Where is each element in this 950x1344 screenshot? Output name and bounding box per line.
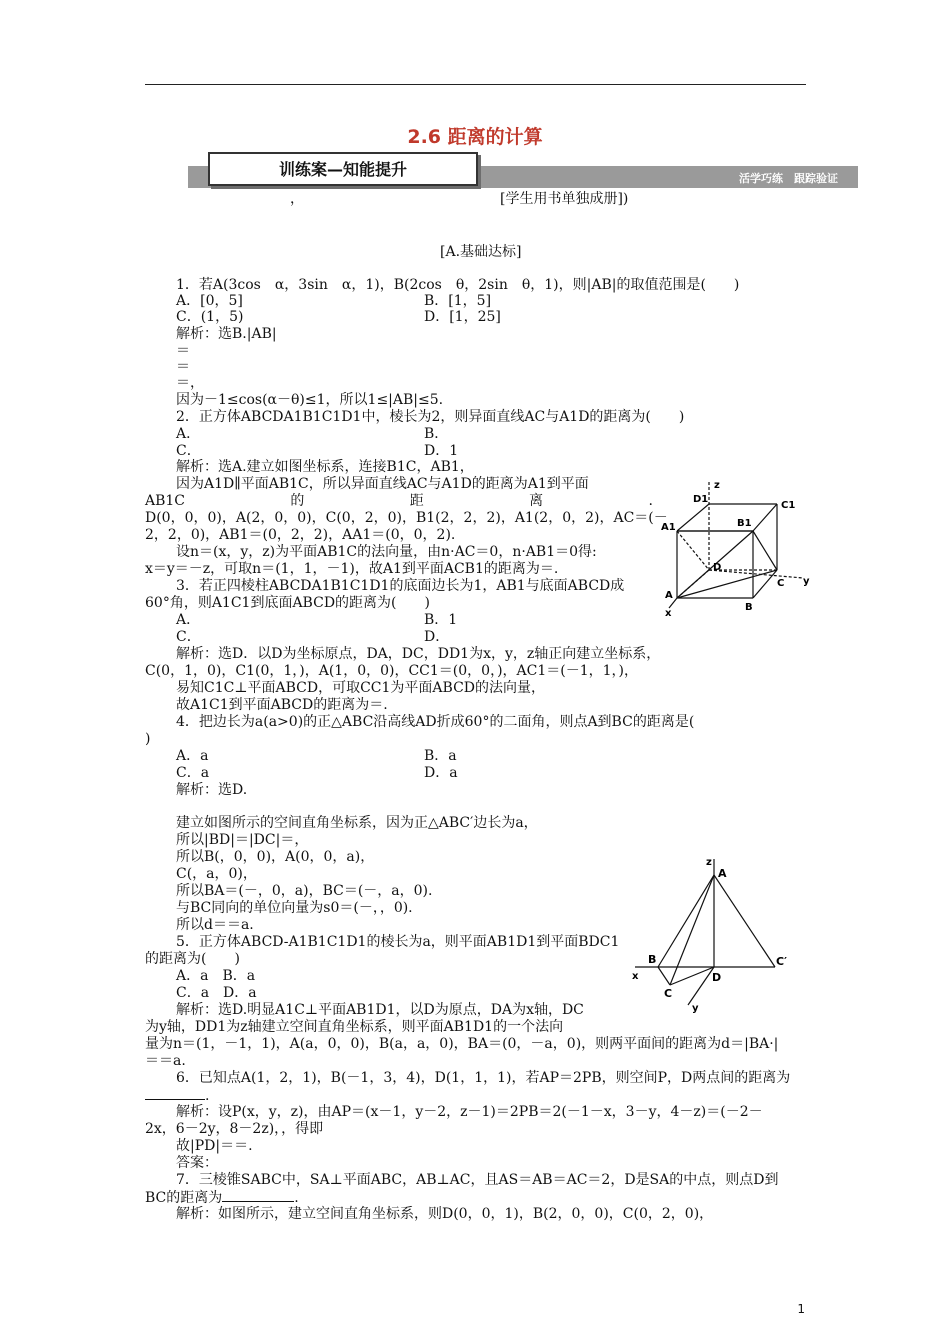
q7-solution: 解析：如图所示，建立空间直角坐标系，则D(0，0，1)，B(2，0，0)，C(0，2，0)， [176,1206,714,1222]
q3-line1: C(0，1，0)，C1(0，1，)，A(1，0，0)，CC1＝(0，0，)，AC1＝(－1，1，)， [145,663,639,679]
q1-option-a: A．[0，5] [176,293,243,309]
q1-eq1: ＝ [176,343,190,359]
q4-solution: 解析：选D. [176,782,248,798]
q4-line3: 所以B(，0，0)，A(0，0，a)， [176,849,375,865]
fig2-label: B [648,953,657,966]
q1-option-d: D．[1，25] [424,309,501,325]
fig1-label: D [713,562,722,573]
page-number: 1 [797,1302,805,1316]
section-heading: [A.基础达标] [440,244,522,260]
q1-option-b: B．[1，5] [424,293,492,309]
q2-solution: 解析：选A.建立如图坐标系，连接B1C，AB1， [176,459,474,475]
q2-line1: 因为A1D∥平面AB1C，所以异面直线AC与A1D的距离为A1到平面 [176,476,589,492]
q1-eq2: ＝ [176,359,190,375]
q2-line6: x＝y＝－z，可取n＝(1，1，－1)，故A1到平面ACB1的距离为＝. [145,561,559,577]
q3-option-b: B．1 [424,612,458,628]
q3-option-c: C． [176,629,201,645]
page-title: 2.6 距离的计算 [407,126,543,148]
answer-blank [222,1189,294,1202]
q6-stem: 6．已知点A(1，2，1)，B(－1，3，4)，D(1，1，1)，若AP＝2PB，则空间P，D两点间的距离为 [176,1070,791,1086]
fig1-label: A [665,590,673,601]
q2-line2: AB1C 的 距 离 . [145,493,653,509]
q6-line2: 故|PD|＝＝. [176,1138,253,1154]
q1-eq3: ＝， [176,375,204,391]
fig1-label: x [665,608,672,618]
banner-label-box [208,152,478,186]
q4-option-c: C．a [176,765,210,781]
fig1-label: D1 [693,494,709,505]
q5-line1: 为y轴，DD1为z轴建立空间直角坐标系，则平面AB1D1的一个法向 [145,1019,564,1035]
fig1-label: z [714,480,720,491]
q4-line6: 与BC同向的单位向量为s0＝(－，，0). [176,900,413,916]
fig1-label: B1 [737,518,752,529]
q2-line4: 2，2，0)，AB1＝(0，2，2)，AA1＝(0，0，2). [145,527,456,543]
q3-line2: 易知C1C⊥平面ABCD，可取CC1为平面ABCD的法向量， [176,680,546,696]
q4-option-a: A．a [176,748,209,764]
q7-blank-line: BC的距离为 . [145,1190,299,1206]
q4-line2: 所以|BD|＝|DC|＝， [176,832,309,848]
fig2-label: D [712,971,722,984]
fig1-label: C1 [781,500,796,511]
banner-label: 训练案—知能提升 [278,160,407,179]
fig2-label: x [632,971,639,982]
q4-option-b: B．a [424,748,457,764]
q1-stem: 1．若A(3cos α，3sin α，1)，B(2cos θ，2sin θ，1)，则|AB|的取值范围是( ) [176,277,740,293]
q3-option-d: D． [424,629,450,645]
q2-line3: D(0，0，0)，A(2，0，0)，C(0，2，0)，B1(2，2，2)，A1(2，0，2)，AC＝(－ [145,510,668,526]
fig2-label: A [718,867,727,880]
q4-line7: 所以d＝＝a. [176,917,254,933]
q5-line2: 量为n＝(1，－1，1)，A(a，0，0)，B(a，a，0)，BA＝(0，－a，0)，则两平面间的距离为d＝|BA·| [145,1036,779,1052]
q1-conclusion: 因为－1≤cos(α－θ)≤1，所以1≤|AB|≤5. [176,392,444,408]
q4-stem: 4．把边长为a(a>0)的正△ABC沿高线AD折成60°的二面角，则点A到BC的距离是( [176,714,695,730]
fig1-label: A1 [661,522,676,533]
q4-option-d: D．a [424,765,458,781]
q1-option-c: C．(1，5) [176,309,244,325]
q2-option-b: B． [424,426,449,442]
cube-figure [655,478,815,618]
q5-stem: 5．正方体ABCD-A1B1C1D1的棱长为a，则平面AB1D1到平面BDC1 [176,934,620,950]
q3-stem: 3．若正四棱柱ABCDA1B1C1D1的底面边长为1，AB1与底面ABCD成 [176,578,625,594]
subtitle: [学生用书单独成册]) [500,191,629,207]
q4-stem-cont: ) [145,731,151,747]
fig1-label: C [777,578,785,589]
tetrahedron-figure [630,855,805,1015]
q2-option-a: A． [176,426,201,442]
q2-line5: 设n＝(x，y，z)为平面AB1C的法向量，由n·AC＝0，n·AB1＝0得: [176,544,597,560]
fig2-label: z [706,857,712,868]
banner-slogan: 活学巧练 跟踪验证 [739,172,838,185]
fig2-label: C′ [776,955,787,968]
q3-line3: 故A1C1到平面ABCD的距离为＝. [176,697,388,713]
q5-stem-cont: 的距离为( ) [145,951,240,967]
q5-solution: 解析：选D.明显A1C⊥平面AB1D1，以D为原点，DA为x轴，DC [176,1002,584,1018]
fig2-label: y [692,1003,699,1014]
fig1-label: B [745,602,753,613]
q6-blank-line: . [145,1087,209,1104]
q2-stem: 2．正方体ABCDA1B1C1D1中，棱长为2，则异面直线AC与A1D的距离为( ) [176,409,685,425]
q7-stem: 7．三棱锥SABC中，SA⊥平面ABC，AB⊥AC，且AS＝AB＝AC＝2，D是SA的中点，则点D到 [176,1172,779,1188]
header-rule [145,84,806,85]
q5-line3: ＝＝a. [145,1053,186,1069]
q6-solution: 解析：设P(x，y，z)，由AP＝(x－1，y－2，z－1)＝2PB＝2(－1－x，3－y，4－z)＝(－2－ [176,1104,763,1120]
q2-option-c: C． [176,443,201,459]
q3-option-a: A． [176,612,201,628]
q6-line1: 2x，6－2y，8－2z)，，得即 [145,1121,324,1137]
q3-solution: 解析：选D．以D为坐标原点，DA，DC，DD1为x，y，z轴正向建立坐标系， [176,646,661,662]
q4-line4: C(，a，0)， [176,866,257,882]
q2-option-d: D．1 [424,443,459,459]
subtitle-comma: ， [290,191,304,207]
answer-blank [145,1087,205,1100]
q6-answer: 答案： [176,1155,218,1171]
q3-stem-cont: 60°角，则A1C1到底面ABCD的距离为( ) [145,595,430,611]
fig2-label: C [664,987,673,1000]
q4-line5: 所以BA＝(－，0，a)，BC＝(－，a，0). [176,883,433,899]
q4-line1: 建立如图所示的空间直角坐标系，因为正△ABC′边长为a， [176,815,538,831]
fig1-label: y [803,576,810,587]
q5-options-ab: A．a B．a [176,968,256,984]
q5-options-cd: C．a D．a [176,985,257,1001]
q1-solution: 解析：选B.|AB| [176,326,277,342]
